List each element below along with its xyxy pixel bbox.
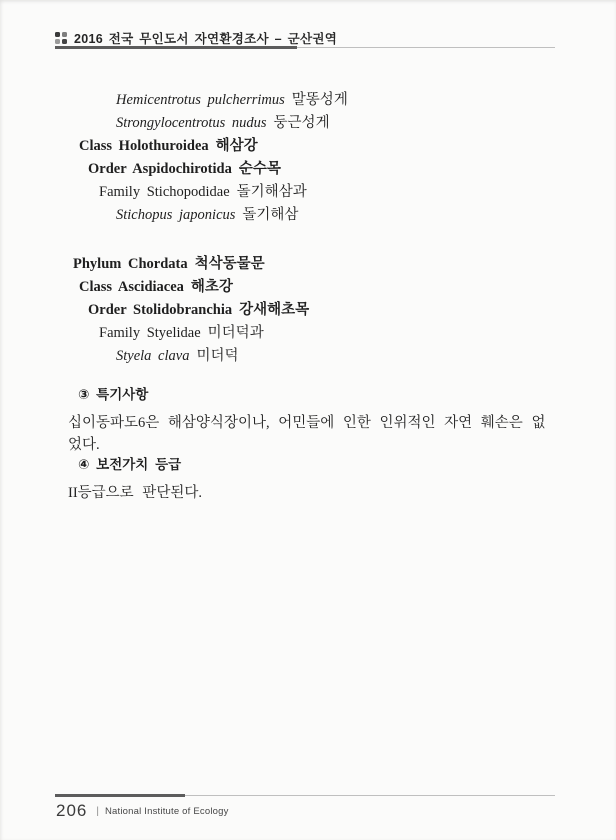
species-korean-name: 둥근성게 [273,115,330,131]
rank-latin-name: Class Holothuroidea [79,138,209,154]
section-conservation-grade [0,455,616,504]
header-rule [55,46,555,49]
rank-latin-name: Order Aspidochirotida [88,161,232,177]
rank-korean-name: 해초강 [190,279,233,295]
species-korean-name: 돌기해삼 [242,207,299,223]
rank-latin-name: Family Stichopodidae [99,184,230,200]
footer-rule [55,794,555,797]
rank-korean-name: 척삭동물문 [194,256,265,272]
four-dots-icon [55,32,67,44]
taxon-line [0,158,616,181]
taxon-line [0,89,616,112]
rank-korean-name: 순수목 [238,161,281,177]
rank-korean-name: 해삼강 [215,138,258,154]
taxon-line [0,276,616,299]
rank-korean-name: 강새해초목 [239,302,310,318]
taxon-line [0,345,616,368]
species-korean-name: 미더덕 [196,348,239,364]
taxon-line [0,112,616,135]
section-heading: ④ 보전가치 등급 [78,457,182,472]
footer-separator: | [96,806,99,817]
species-latin-name: Stichopus japonicus [116,207,236,223]
taxon-line [0,253,616,276]
species-latin-name: Strongylocentrotus nudus [116,115,267,131]
rank-latin-name: Phylum Chordata [73,256,188,272]
rank-korean-name: 미더덕과 [207,325,264,341]
species-latin-name: Hemicentrotus pulcherrimus [116,92,285,108]
section-body: 십이동파도6은 해삼양식장이나, 어민들에 인한 인위적인 자연 훼손은 없었다. [68,415,546,453]
section-body: II등급으로 판단된다. [68,485,202,501]
section-special-notes [0,385,616,456]
taxon-line [0,204,616,227]
rank-latin-name: Family Styelidae [99,325,201,341]
footer-text [56,801,556,821]
rank-latin-name: Class Ascidiacea [79,279,184,295]
page-number: 206 [56,801,88,820]
taxon-line [0,322,616,345]
report-title: 2016 전국 무인도서 자연환경조사 – 군산권역 [74,32,338,46]
taxonomy-list [0,89,616,368]
taxon-line [0,181,616,204]
species-latin-name: Styela clava [116,348,190,364]
taxon-line [0,135,616,158]
publisher-name: National Institute of Ecology [104,806,229,817]
species-korean-name: 말똥성게 [291,92,348,108]
taxon-line [0,299,616,322]
section-heading: ③ 특기사항 [78,387,149,402]
rank-latin-name: Order Stolidobranchia [88,302,233,318]
rank-korean-name: 돌기해삼과 [236,184,307,200]
